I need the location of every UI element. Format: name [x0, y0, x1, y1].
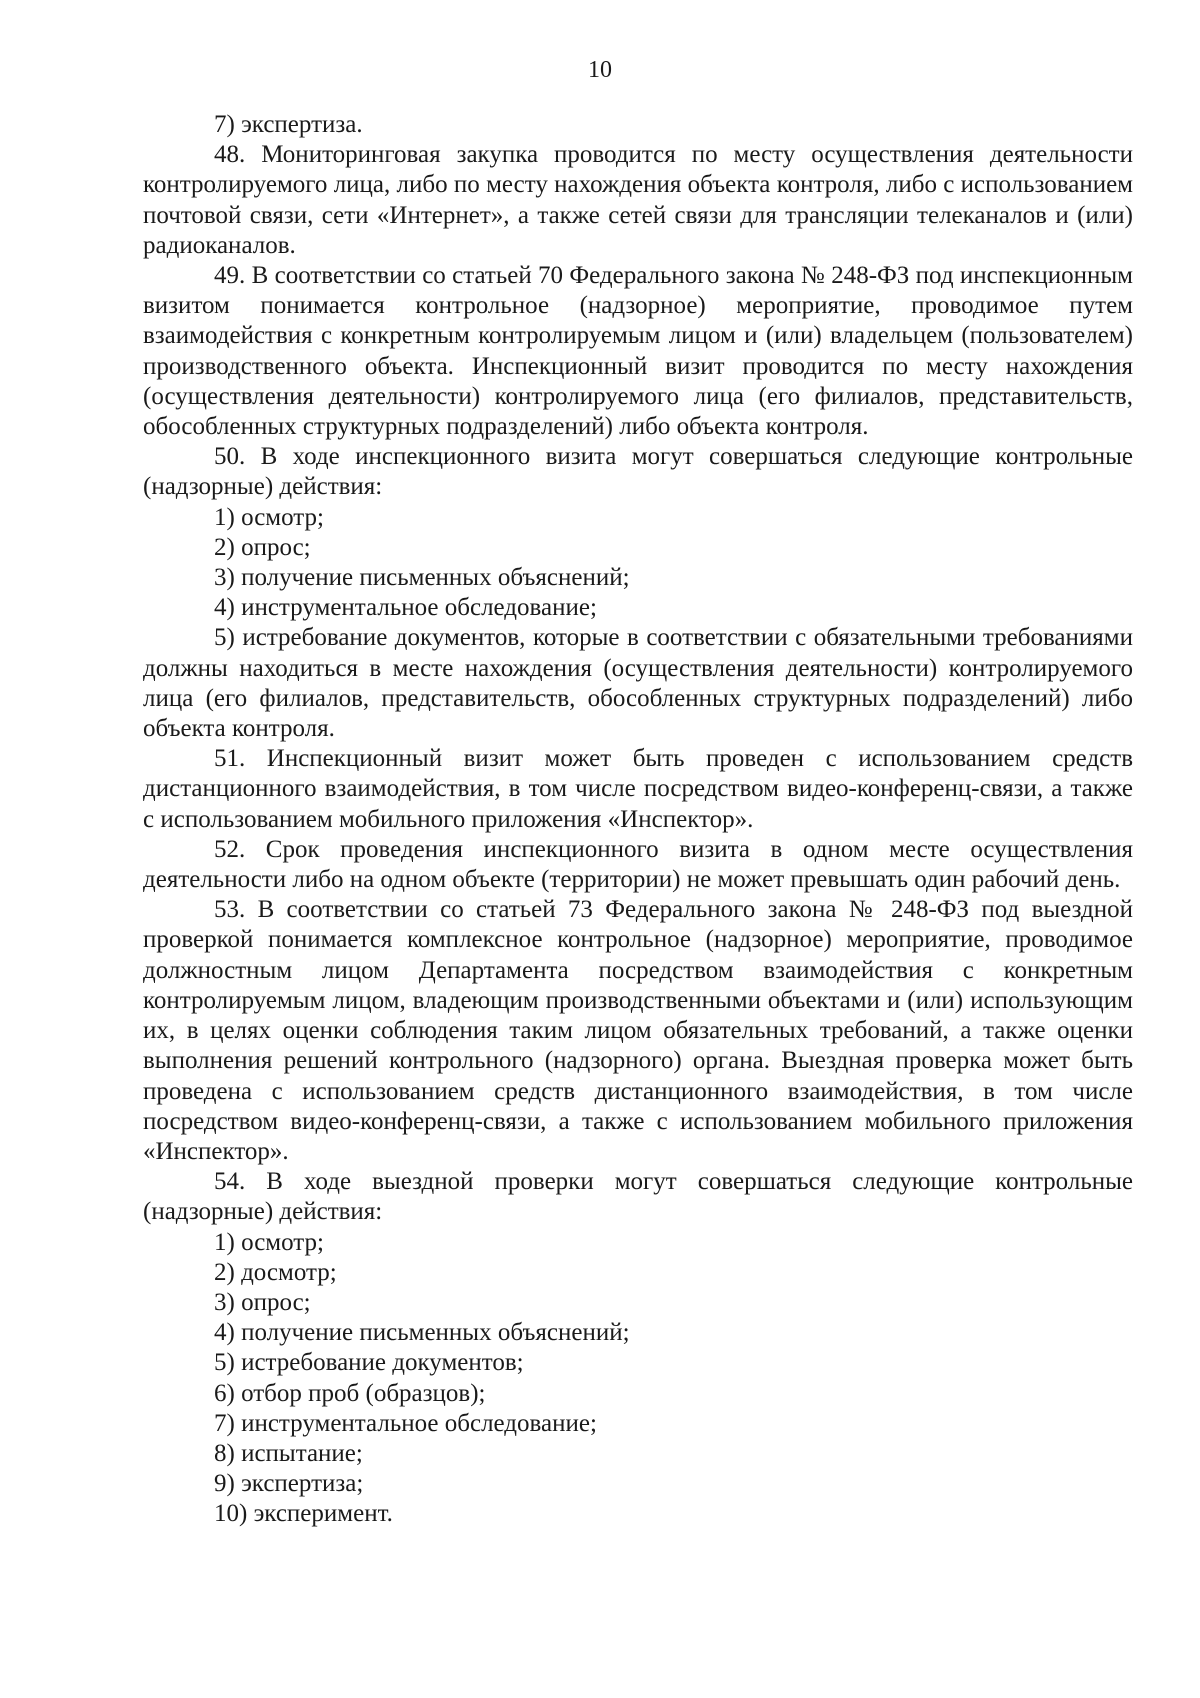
list-item: 5) истребование документов;: [214, 1349, 524, 1377]
list-item: 2) досмотр;: [214, 1258, 337, 1286]
list-item: 1) осмотр;: [214, 1228, 324, 1256]
list-item: 4) инструментальное обследование;: [214, 594, 597, 622]
list-item: 5) истребование документов, которые в соответствии с обязательными требованиями должны находиться в месте нахождения (осуществления деятельности) контролируемого лица (его филиалов, представительств, обособленных структурных подразделений) либо объекта контроля.: [143, 624, 1133, 743]
list-item: 3) получение письменных объяснений;: [214, 564, 630, 592]
list-item: 4) получение письменных объяснений;: [214, 1319, 630, 1347]
paragraph-48: 48. Мониторинговая закупка проводится по месту осуществления деятельности контролируемого лица, либо по месту нахождения объекта контроля, либо с использованием почтовой связи, сети «Интернет», а также сетей связи для трансляции телеканалов и (или) радиоканалов.: [143, 141, 1133, 259]
document-body: [143, 110, 1133, 1530]
paragraph-54: 54. В ходе выездной проверки могут совершаться следующие контрольные (надзорные) действия:: [143, 1168, 1133, 1226]
paragraph-53: 53. В соответствии со статьей 73 Федерального закона № 248-ФЗ под выездной проверкой понимается комплексное контрольное (надзорное) мероприятие, проводимое должностным лицом Департамента посредством взаимодействия с конкретным контролируемым лицом, владеющим производственными объектами и (или) использующим их, в целях оценки соблюдения таким лицом обязательных требований, а также оценки выполнения решений контрольного (надзорного) органа. Выездная проверка может быть проведена с использованием средств дистанционного взаимодействия, в том числе посредством видео-конференц-связи, а также с использованием мобильного приложения «Инспектор».: [143, 896, 1133, 1165]
paragraph-52: 52. Срок проведения инспекционного визита в одном месте осуществления деятельности либо на одном объекте (территории) не может превышать один рабочий день.: [143, 835, 1133, 894]
page-number: 10: [588, 57, 612, 83]
list-item: 8) испытание;: [214, 1439, 363, 1467]
list-item: 10) эксперимент.: [214, 1500, 393, 1528]
list-item: 9) экспертиза;: [214, 1470, 364, 1498]
list-item: 6) отбор проб (образцов);: [214, 1379, 486, 1407]
paragraph-51: 51. Инспекционный визит может быть проведен с использованием средств дистанционного взаимодействия, в том числе посредством видео-конференц-связи, а также с использованием мобильного приложения «Инспектор».: [143, 745, 1133, 833]
list-item: 2) опрос;: [214, 533, 311, 561]
paragraph-50: 50. В ходе инспекционного визита могут совершаться следующие контрольные (надзорные) действия:: [143, 443, 1133, 501]
paragraph-49: 49. В соответствии со статьей 70 Федерального закона № 248-ФЗ под инспекционным визитом понимается контрольное (надзорное) мероприятие, проводимое путем взаимодействия с конкретным контролируемым лицом и (или) владельцем (пользователем) производственного объекта. Инспекционный визит проводится по месту нахождения (осуществления деятельности) контролируемого лица (его филиалов, представительств, обособленных структурных подразделений) либо объекта контроля.: [143, 262, 1133, 441]
list-item: 7) инструментальное обследование;: [214, 1409, 597, 1437]
list-item-7-expertise: 7) экспертиза.: [214, 111, 363, 138]
list-item: 1) осмотр;: [214, 503, 324, 531]
list-item: 3) опрос;: [214, 1288, 311, 1316]
